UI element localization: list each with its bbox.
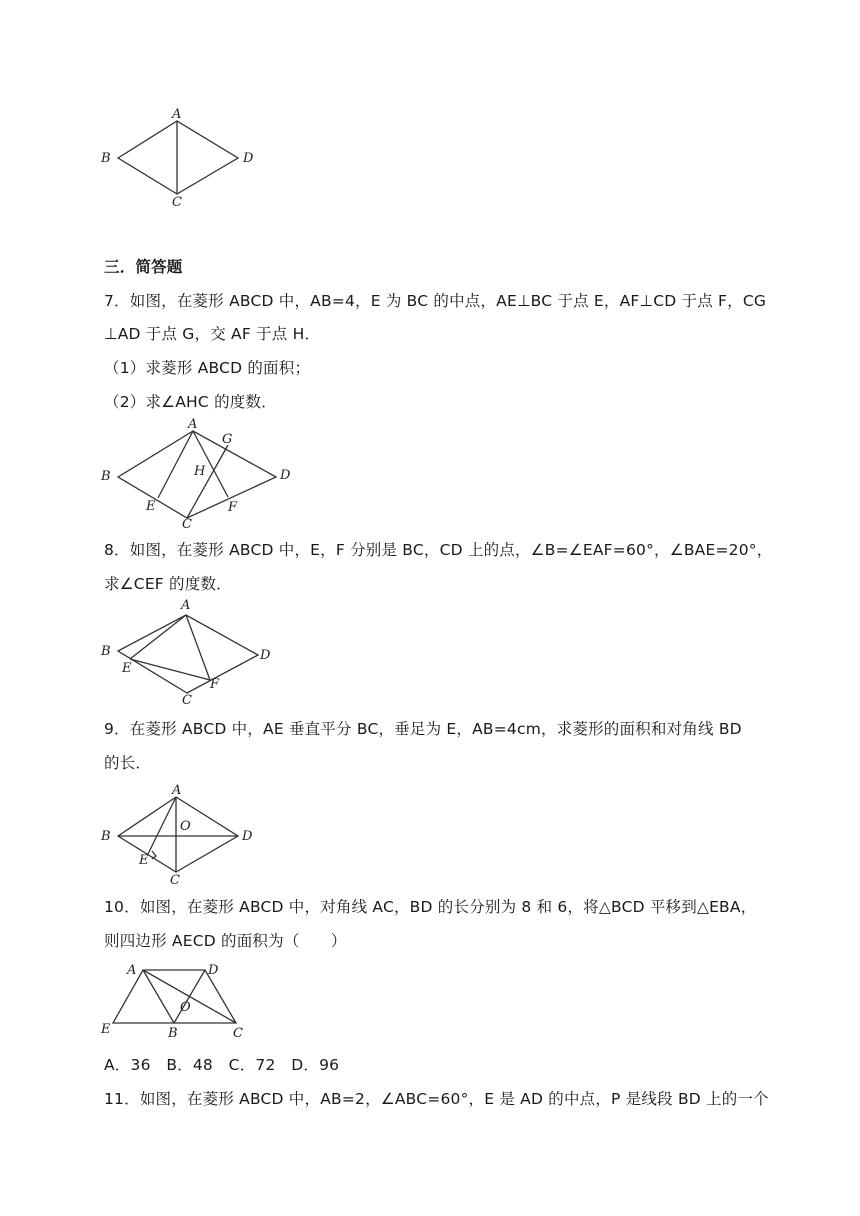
label-O: O bbox=[180, 1000, 191, 1015]
figure-rhombus-top-svg bbox=[100, 108, 260, 208]
label-O: O bbox=[180, 819, 191, 834]
label-D: D bbox=[280, 468, 291, 483]
figure-q10 bbox=[100, 960, 250, 1046]
label-C: C bbox=[172, 195, 182, 210]
label-D: D bbox=[208, 963, 219, 978]
label-G: G bbox=[222, 432, 233, 447]
label-B: B bbox=[101, 644, 111, 659]
label-C: C bbox=[170, 873, 180, 888]
label-A: A bbox=[127, 963, 137, 978]
figure-q8 bbox=[100, 598, 280, 710]
label-B: B bbox=[101, 469, 111, 484]
label-A: A bbox=[172, 107, 182, 122]
label-D: D bbox=[242, 829, 253, 844]
label-B: B bbox=[101, 151, 111, 166]
label-E: E bbox=[101, 1022, 111, 1037]
q7-text-line2: ⊥AD 于点 G，交 AF 于点 H． bbox=[104, 325, 321, 343]
label-C: C bbox=[182, 517, 192, 532]
label-C: C bbox=[182, 693, 192, 708]
figure-q9 bbox=[100, 782, 270, 892]
q7-text-line1: 7．如图，在菱形 ABCD 中，AB=4，E 为 BC 的中点，AE⊥BC 于点 E，AF⊥CD 于点 F，CG bbox=[104, 292, 767, 310]
figure-q7 bbox=[100, 418, 300, 534]
label-H: H bbox=[194, 464, 206, 479]
label-E: E bbox=[146, 499, 156, 514]
label-A: A bbox=[188, 417, 198, 432]
label-E: E bbox=[139, 853, 149, 868]
label-F: F bbox=[210, 677, 220, 692]
label-E: E bbox=[122, 661, 132, 676]
label-C: C bbox=[233, 1026, 243, 1041]
label-F: F bbox=[228, 500, 238, 515]
label-A: A bbox=[172, 783, 182, 798]
q9-text-line1: 9．在菱形 ABCD 中，AE 垂直平分 BC，垂足为 E，AB=4cm，求菱形的面积和对角线 BD bbox=[104, 720, 742, 738]
label-B: B bbox=[168, 1026, 178, 1041]
q10-options: A．36 B．48 C．72 D．96 bbox=[104, 1056, 340, 1074]
label-D: D bbox=[260, 648, 271, 663]
figure-rhombus-top bbox=[100, 108, 260, 208]
q9-text-line2: 的长． bbox=[104, 754, 152, 772]
label-B: B bbox=[101, 829, 111, 844]
q10-text-line2: 则四边形 AECD 的面积为（ ） bbox=[104, 932, 347, 950]
label-D: D bbox=[243, 151, 254, 166]
q7-part2: （2）求∠AHC 的度数． bbox=[104, 393, 277, 411]
label-A: A bbox=[181, 598, 191, 613]
q8-text-line1: 8．如图，在菱形 ABCD 中，E，F 分别是 BC，CD 上的点，∠B=∠EAF=60°，∠BAE=20°， bbox=[104, 541, 773, 559]
q8-text-line2: 求∠CEF 的度数． bbox=[104, 575, 232, 593]
q7-part1: （1）求菱形 ABCD 的面积； bbox=[104, 359, 311, 377]
section-heading: 三．简答题 bbox=[104, 258, 183, 276]
q11-text-line1: 11．如图，在菱形 ABCD 中，AB=2，∠ABC=60°，E 是 AD 的中点，P 是线段 BD 上的一个 bbox=[104, 1090, 769, 1108]
q10-text-line1: 10．如图，在菱形 ABCD 中，对角线 AC，BD 的长分别为 8 和 6，将△BCD 平移到△EBA， bbox=[104, 898, 757, 916]
